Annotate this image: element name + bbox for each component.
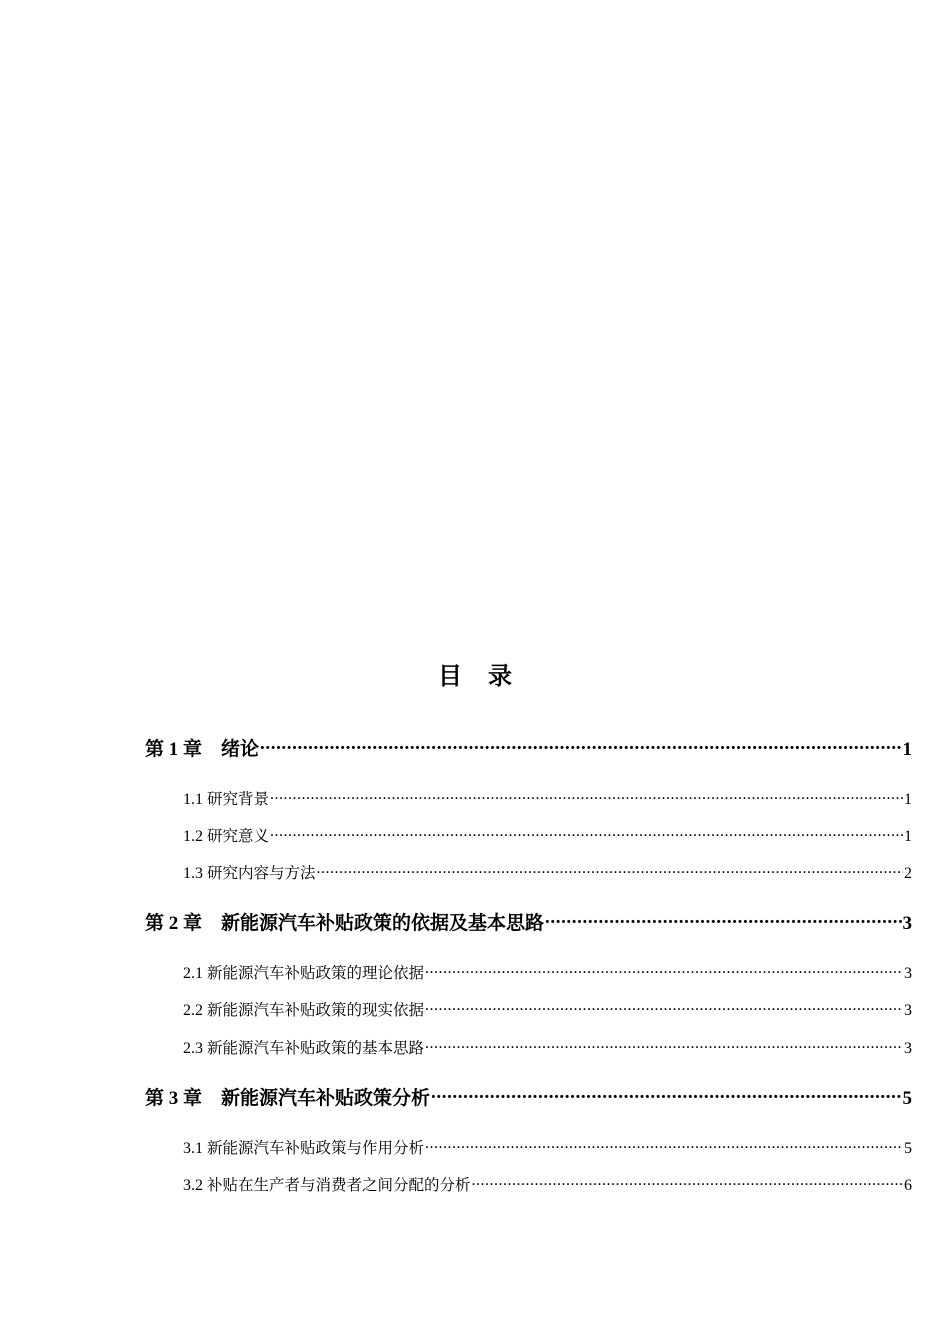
toc-section-2-1[interactable] <box>183 961 912 983</box>
toc-section-1-3[interactable] <box>183 861 912 883</box>
dot-leader <box>260 736 901 755</box>
section-number: 2.1 <box>183 965 203 982</box>
toc-section-1-1[interactable] <box>183 787 912 809</box>
dot-leader <box>317 862 903 878</box>
page-number: 3 <box>904 1040 912 1057</box>
page-number: 1 <box>902 739 912 760</box>
toc-section-2-3[interactable] <box>183 1036 912 1058</box>
toc-chapter-2[interactable] <box>145 908 912 935</box>
dot-leader <box>545 910 901 929</box>
dot-leader <box>431 1085 901 1104</box>
section-number: 1.3 <box>183 865 203 882</box>
dot-leader <box>425 999 903 1015</box>
toc-heading <box>0 656 950 691</box>
toc-heading-char-1: 目 <box>438 662 462 690</box>
dot-leader <box>270 788 903 804</box>
section-number: 1.1 <box>183 791 203 808</box>
chapter-number: 第 2 章 <box>145 913 203 934</box>
toc-section-2-2[interactable] <box>183 998 912 1020</box>
section-title: 新能源汽车补贴政策与作用分析 <box>207 1139 425 1157</box>
page-number: 3 <box>902 913 912 934</box>
dot-leader <box>472 1174 903 1190</box>
page-number: 5 <box>902 1088 912 1109</box>
toc-section-1-2[interactable] <box>183 824 912 846</box>
section-title: 新能源汽车补贴政策的理论依据 <box>207 964 425 982</box>
toc-heading-char-2: 录 <box>488 662 512 690</box>
section-number: 2.2 <box>183 1002 203 1019</box>
chapter-title: 绪论 <box>221 738 260 760</box>
section-number: 2.3 <box>183 1040 203 1057</box>
dot-leader <box>425 1037 903 1053</box>
page-number: 5 <box>904 1140 912 1157</box>
dot-leader <box>425 962 903 978</box>
toc-section-3-2[interactable] <box>183 1173 912 1195</box>
page-number: 3 <box>904 965 912 982</box>
chapter-title: 新能源汽车补贴政策的依据及基本思路 <box>221 912 545 934</box>
section-number: 3.2 <box>183 1177 203 1194</box>
toc-section-3-1[interactable] <box>183 1136 912 1158</box>
page-number: 6 <box>904 1177 912 1194</box>
dot-leader <box>425 1137 903 1153</box>
chapter-title: 新能源汽车补贴政策分析 <box>221 1087 431 1109</box>
section-number: 3.1 <box>183 1140 203 1157</box>
chapter-number: 第 3 章 <box>145 1088 203 1109</box>
chapter-number: 第 1 章 <box>145 739 203 760</box>
section-title: 研究内容与方法 <box>207 864 316 882</box>
section-title: 新能源汽车补贴政策的现实依据 <box>207 1001 425 1019</box>
section-title: 研究背景 <box>207 790 270 808</box>
page-number: 1 <box>904 828 912 845</box>
page-number: 1 <box>904 791 912 808</box>
dot-leader <box>270 825 903 841</box>
section-title: 研究意义 <box>207 827 270 845</box>
page-number: 3 <box>904 1002 912 1019</box>
section-title: 新能源汽车补贴政策的基本思路 <box>207 1039 425 1057</box>
toc-chapter-3[interactable] <box>145 1083 912 1110</box>
section-number: 1.2 <box>183 828 203 845</box>
toc-chapter-1[interactable] <box>145 734 912 761</box>
section-title: 补贴在生产者与消费者之间分配的分析 <box>207 1176 471 1194</box>
page-number: 2 <box>904 865 912 882</box>
